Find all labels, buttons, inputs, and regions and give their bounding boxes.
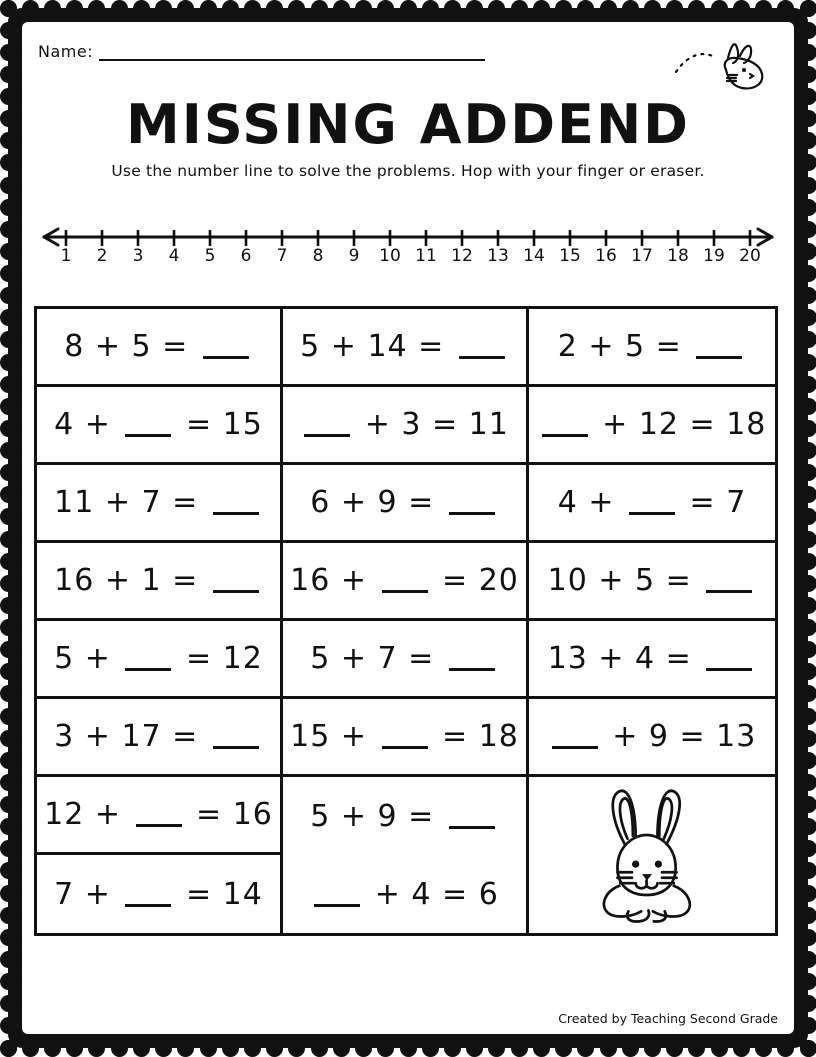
problem-text: = 14	[175, 876, 263, 912]
problem-cell[interactable]	[37, 699, 283, 777]
problem-text: = 12	[175, 641, 263, 676]
answer-blank[interactable]	[382, 724, 428, 749]
number-line-tick-label: 5	[204, 246, 216, 266]
problem-cell[interactable]	[529, 465, 775, 543]
problem-text: 16 +	[290, 563, 378, 598]
answer-blank[interactable]	[125, 646, 171, 671]
problem-text: 5 + 9 =	[310, 798, 445, 834]
number-line-tick-label: 16	[595, 246, 617, 266]
problem-cell[interactable]	[283, 309, 529, 387]
answer-blank[interactable]	[449, 646, 495, 671]
problem-cell[interactable]	[529, 387, 775, 465]
answer-blank[interactable]	[382, 568, 428, 593]
number-line-tick-label: 7	[276, 246, 288, 266]
answer-blank[interactable]	[449, 804, 495, 829]
answer-blank[interactable]	[542, 412, 588, 437]
problem-cell[interactable]	[283, 387, 529, 465]
problem-cell[interactable]	[37, 621, 283, 699]
answer-blank[interactable]	[213, 724, 259, 749]
answer-blank[interactable]	[696, 334, 742, 359]
answer-blank[interactable]	[125, 882, 171, 907]
problem-text: 3 + 17 =	[54, 719, 209, 754]
problem-cell[interactable]	[37, 855, 283, 933]
problem-cell[interactable]	[283, 543, 529, 621]
answer-blank[interactable]	[136, 802, 182, 827]
answer-blank[interactable]	[314, 882, 360, 907]
problem-cell[interactable]	[37, 543, 283, 621]
answer-blank[interactable]	[459, 334, 505, 359]
number-line-tick-label: 12	[451, 246, 473, 266]
credit-text: Created by Teaching Second Grade	[558, 1011, 778, 1026]
problem-cell[interactable]	[529, 699, 775, 777]
answer-blank[interactable]	[203, 334, 249, 359]
problem-cell[interactable]	[529, 621, 775, 699]
problems-grid	[34, 306, 778, 936]
problem-text: 5 + 7 =	[310, 641, 445, 676]
problem-text: 4 +	[54, 407, 122, 442]
number-line-labels	[36, 246, 780, 270]
problem-cell[interactable]	[37, 309, 283, 387]
answer-blank[interactable]	[213, 490, 259, 515]
number-line-tick-label: 8	[312, 246, 324, 266]
problem-cell[interactable]	[529, 309, 775, 387]
number-line-tick-label: 13	[487, 246, 509, 266]
problem-cell[interactable]	[529, 543, 775, 621]
number-line-tick-label: 10	[379, 246, 401, 266]
number-line-tick-label: 1	[60, 246, 72, 266]
number-line-tick-label: 15	[559, 246, 581, 266]
answer-blank[interactable]	[629, 490, 675, 515]
problem-text: 5 +	[54, 641, 122, 676]
problem-text: 13 + 4 =	[547, 641, 703, 676]
problem-text: 10 + 5 =	[547, 563, 703, 598]
problem-text: + 3 = 11	[354, 407, 509, 442]
page-title: MISSING ADDEND	[126, 93, 690, 156]
bunny-icon	[529, 777, 775, 933]
worksheet-content	[30, 26, 786, 1030]
number-line-tick-label: 11	[415, 246, 437, 266]
problem-cell[interactable]	[283, 621, 529, 699]
problem-text: + 9 = 13	[601, 719, 757, 754]
problem-cell[interactable]	[37, 777, 283, 855]
number-line-tick-label: 20	[739, 246, 761, 266]
problem-cell[interactable]	[283, 465, 529, 543]
problem-cell[interactable]	[283, 699, 529, 777]
problem-text: = 16	[185, 797, 273, 832]
number-line-tick-label: 3	[132, 246, 144, 266]
problem-text: 7 +	[54, 876, 122, 912]
problem-text: 2 + 5 =	[557, 329, 693, 364]
answer-blank[interactable]	[213, 568, 259, 593]
problem-cell[interactable]	[37, 465, 283, 543]
number-line-tick-label: 6	[240, 246, 252, 266]
answer-blank[interactable]	[304, 412, 350, 437]
problem-text: 6 + 9 =	[310, 485, 445, 520]
answer-blank[interactable]	[125, 412, 171, 437]
answer-blank[interactable]	[706, 646, 752, 671]
number-line-tick-label: 2	[96, 246, 108, 266]
problem-text: 16 + 1 =	[54, 563, 209, 598]
problem-text: 4 +	[557, 485, 625, 520]
answer-blank[interactable]	[552, 724, 598, 749]
name-row	[38, 42, 485, 61]
problem-text: = 15	[175, 407, 263, 442]
name-input-line[interactable]	[99, 45, 485, 61]
problem-text: 5 + 14 =	[300, 329, 455, 364]
answer-blank[interactable]	[449, 490, 495, 515]
problem-cell[interactable]	[37, 387, 283, 465]
problem-text: + 12 = 18	[591, 407, 767, 442]
number-line-tick-label: 4	[168, 246, 180, 266]
problem-cell[interactable]	[283, 855, 529, 933]
problem-text: 12 +	[44, 797, 132, 832]
number-line	[36, 222, 780, 288]
problem-text: 11 + 7 =	[54, 485, 209, 520]
problem-text: + 4 = 6	[364, 876, 499, 912]
problem-text: = 7	[679, 485, 747, 520]
number-line-tick-label: 19	[703, 246, 725, 266]
number-line-tick-label: 9	[348, 246, 360, 266]
instructions: Use the number line to solve the problems. Hop with your finger or eraser.	[111, 162, 705, 180]
problem-cell[interactable]	[283, 777, 529, 855]
number-line-tick-label: 18	[667, 246, 689, 266]
problem-text: = 18	[431, 719, 519, 754]
answer-blank[interactable]	[706, 568, 752, 593]
problem-text: 8 + 5 =	[64, 329, 199, 364]
problem-text: 15 +	[290, 719, 378, 754]
name-label: Name:	[38, 42, 94, 61]
problem-text: = 20	[431, 563, 519, 598]
number-line-tick-label: 14	[523, 246, 545, 266]
number-line-tick-label: 17	[631, 246, 653, 266]
